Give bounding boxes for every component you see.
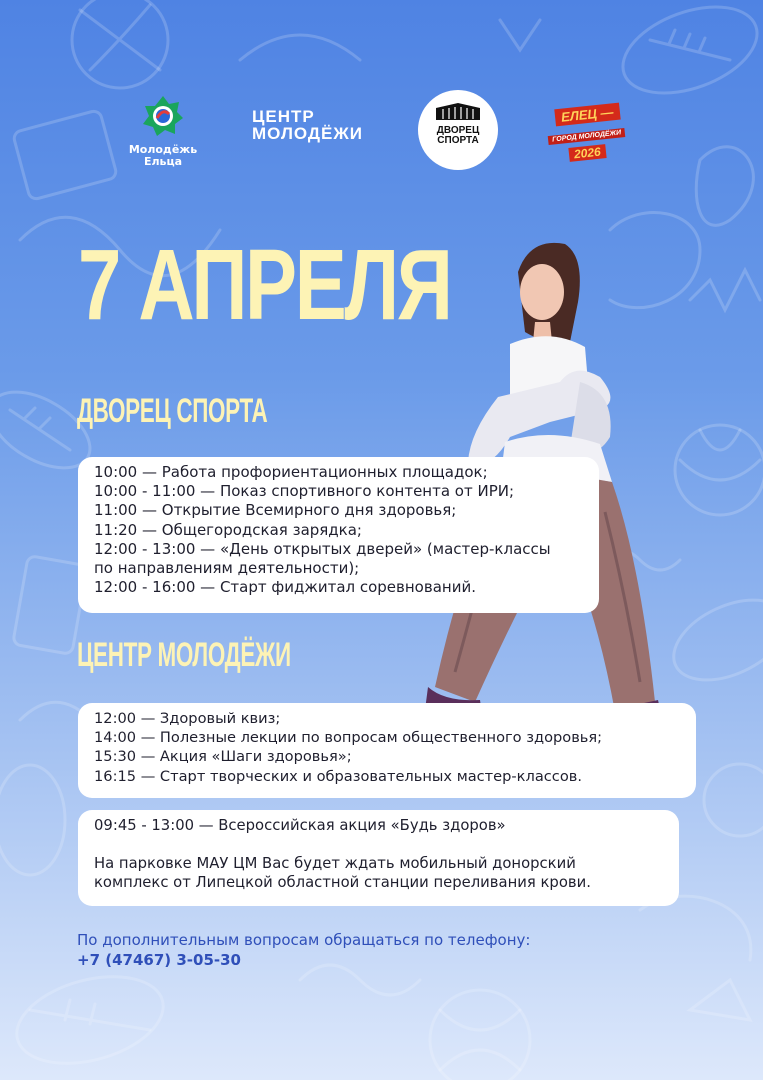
contact-info — [77, 930, 530, 970]
contact-phone[interactable]: +7 (47467) 3-05-30 — [77, 951, 241, 969]
spacer — [94, 835, 663, 854]
stadium-building-icon — [433, 102, 483, 120]
dvorec-sporta-logo — [418, 90, 498, 170]
schedule-line: 15:30 — Акция «Шаги здоровья»; — [94, 748, 352, 766]
dvorec-logo-line1: ДВОРЕЦ — [436, 125, 480, 136]
centr-logo-line1: ЦЕНТР — [252, 107, 315, 126]
molodezh-logo-line2: Ельца — [143, 155, 183, 168]
schedule-line: 11:20 — Общегородская зарядка; — [94, 520, 362, 539]
schedule-line: по направлениям деятельности); — [94, 559, 360, 578]
schedule-line: 14:00 — Полезные лекции по вопросам общественного здоровья; — [94, 729, 603, 747]
venue-title-dvorec-sporta: ДВОРЕЦ СПОРТА — [77, 392, 268, 430]
elec-logo-line3: 2026 — [568, 144, 606, 162]
donor-line: На парковке МАУ ЦМ Вас будет ждать мобильный донорский — [94, 855, 576, 873]
donor-headline: 09:45 - 13:00 — Всероссийская акция «Будь здоров» — [94, 817, 506, 834]
schedule-line: 11:00 — Открытие Всемирного дня здоровья; — [94, 501, 457, 520]
molodezh-yeltsa-logo — [128, 94, 198, 168]
event-date: 7 АПРЕЛЯ — [78, 229, 451, 341]
venue-title-centr-molodezhi: ЦЕНТР МОЛОДЁЖИ — [77, 636, 291, 674]
donor-action-card — [78, 810, 679, 906]
schedule-line: 16:15 — Старт творческих и образовательных мастер-классов. — [94, 767, 582, 785]
schedule-line: 10:00 — Работа профориентационных площадок; — [94, 463, 488, 481]
centr-molodezhi-logo — [252, 108, 388, 142]
schedule-line: 12:00 - 16:00 — Старт фиджитал соревнований. — [94, 578, 476, 597]
schedule-line: 12:00 — Здоровый квиз; — [94, 710, 281, 727]
elec-gorod-molodezhi-2026-logo — [540, 104, 634, 162]
centr-logo-line2: МОЛОДЁЖИ — [252, 124, 363, 143]
schedule-card-centr-molodezhi — [78, 703, 696, 798]
partner-logos — [0, 90, 763, 180]
schedule-line: 12:00 - 13:00 — «День открытых дверей» (мастер-классы — [94, 539, 551, 558]
schedule-line: 10:00 - 11:00 — Показ спортивного контента от ИРИ; — [94, 482, 515, 501]
donor-line: комплекс от Липецкой областной станции переливания крови. — [94, 874, 591, 892]
contact-text: По дополнительным вопросам обращаться по телефону: — [77, 931, 531, 949]
molodezh-logo-line1: Молодёжь — [128, 143, 198, 156]
elec-logo-line1: ЕЛЕЦ — — [554, 103, 620, 127]
dvorec-logo-line2: СПОРТА — [437, 135, 479, 146]
elec-logo-line2: ГОРОД МОЛОДЁЖИ — [548, 128, 626, 145]
schedule-card-dvorec-sporta — [78, 457, 599, 613]
molodezh-emblem-icon — [141, 94, 185, 138]
